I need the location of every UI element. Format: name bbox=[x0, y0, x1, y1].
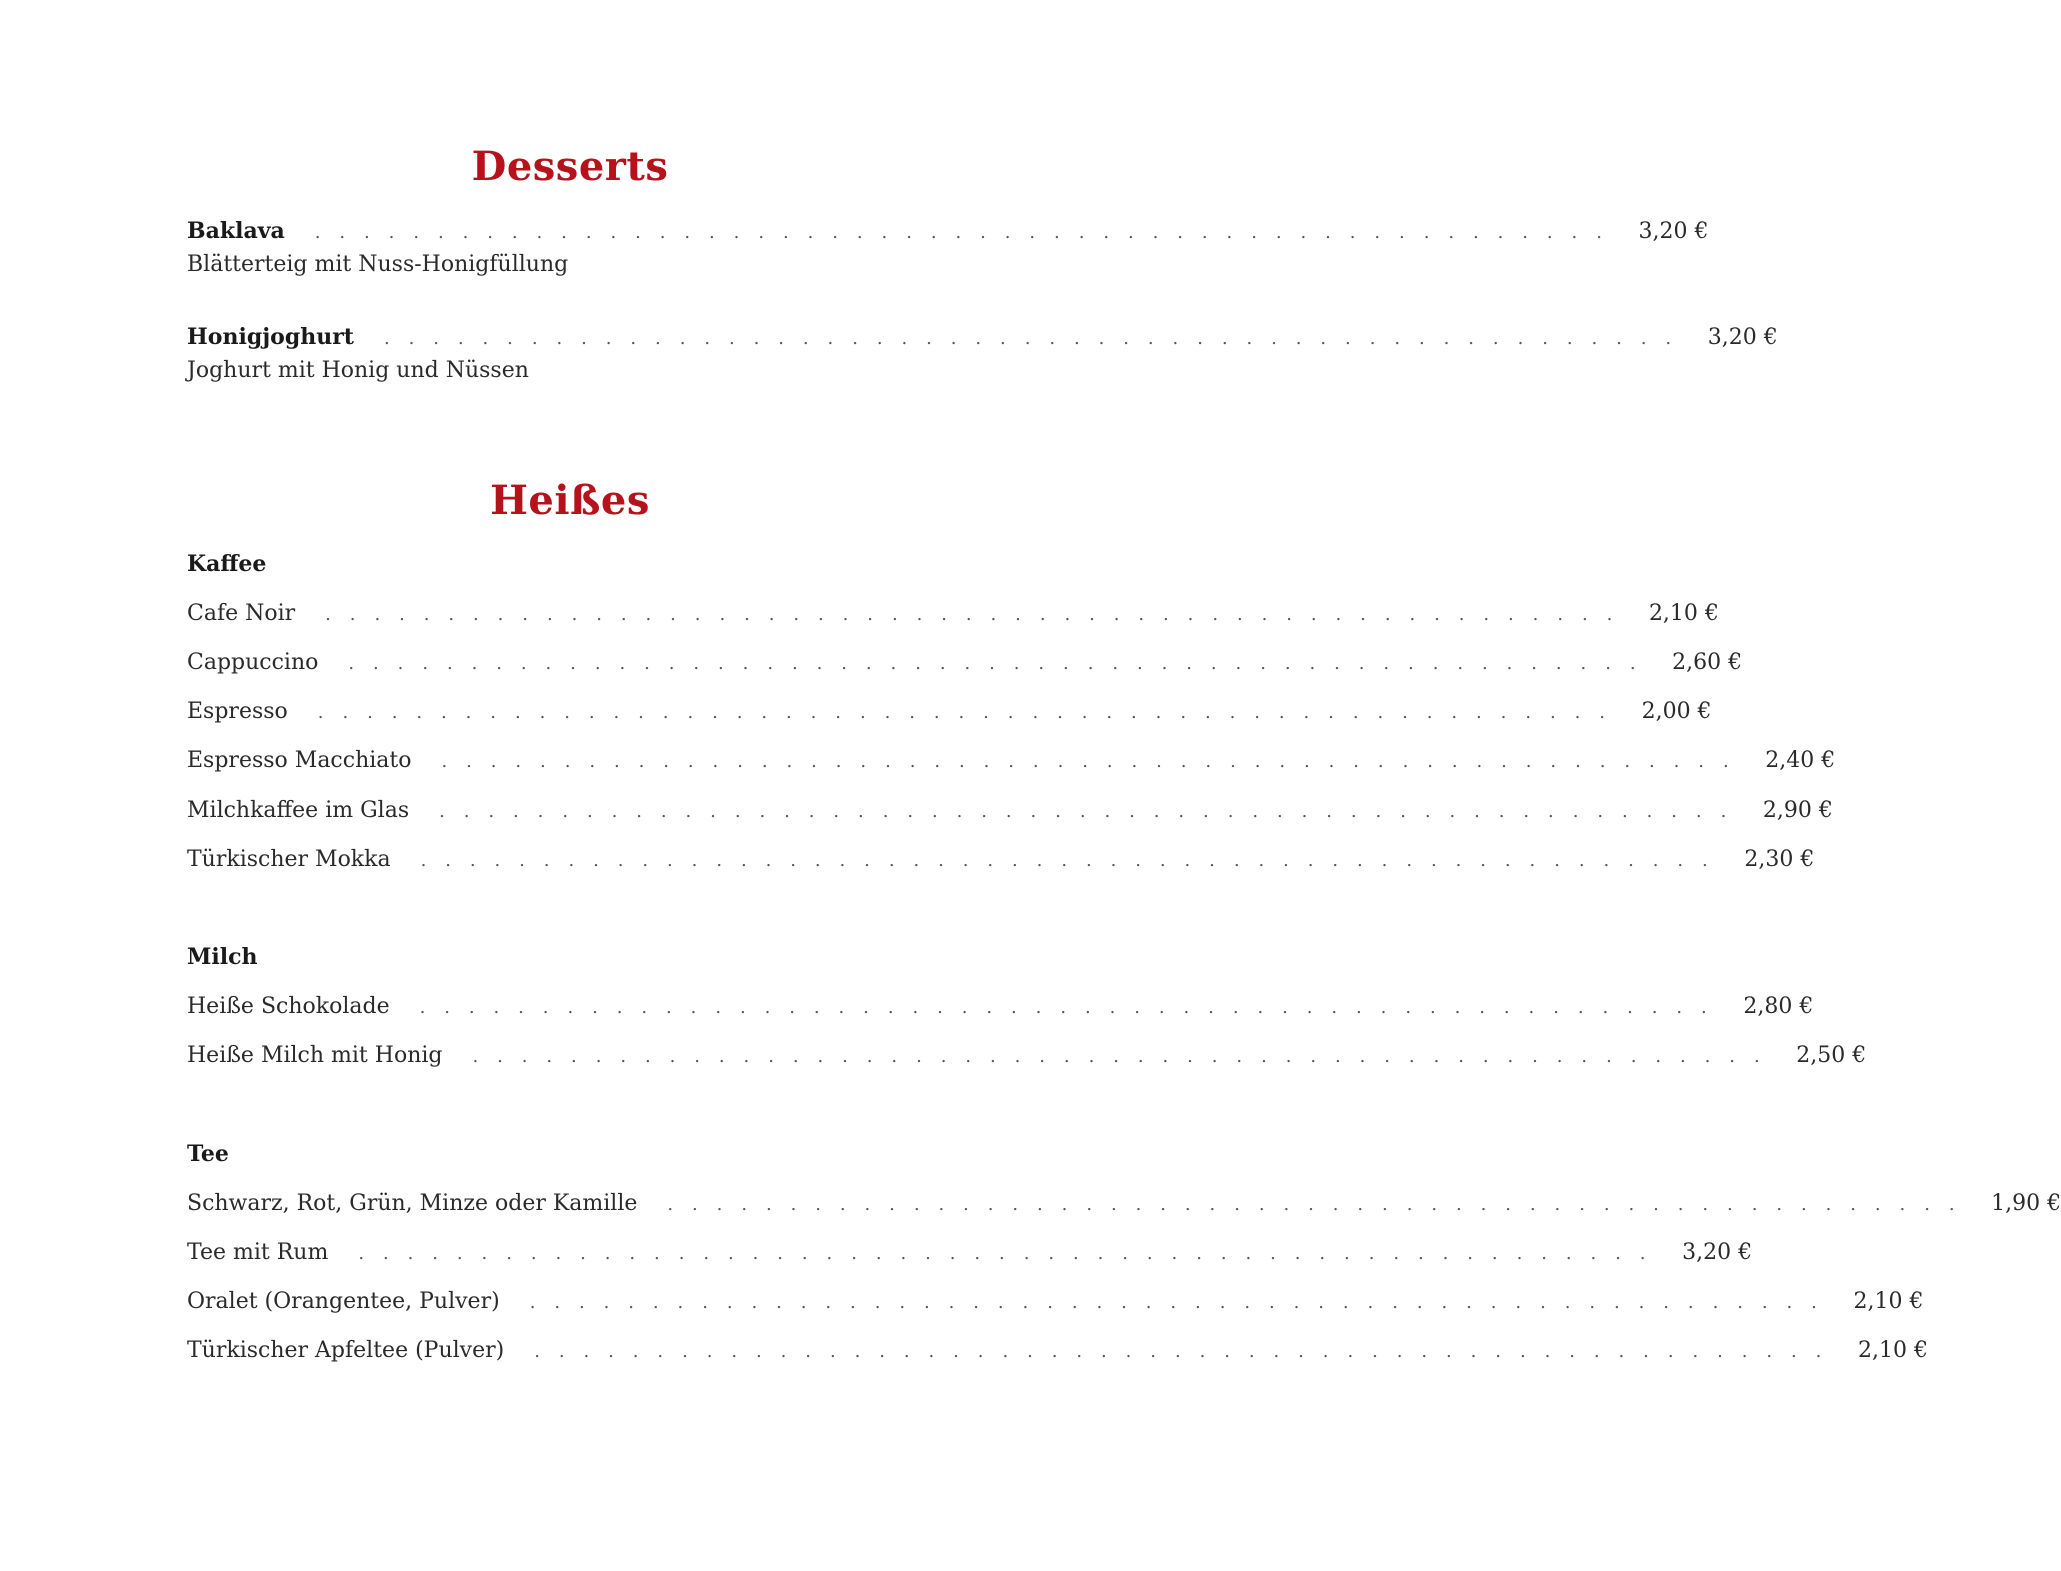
dot-leader: . . . . . . . . . . . . . . . . . . . . . . . . . . . . . . . . . . . . . . . . . . . . . . . . . . . . . bbox=[439, 801, 1733, 822]
item-description: Blätterteig mit Nuss-Honigfüllung bbox=[187, 252, 569, 277]
item-price: 1,90 € bbox=[1991, 1191, 2061, 1216]
item-name: Honigjoghurt bbox=[187, 324, 354, 350]
section-title-desserts: Desserts bbox=[471, 143, 669, 190]
menu-item bbox=[187, 991, 1814, 1023]
dot-leader: . . . . . . . . . . . . . . . . . . . . . . . . . . . . . . . . . . . . . . . . . . . . . . . . . . . . . bbox=[534, 1341, 1828, 1362]
item-price: 2,90 € bbox=[1762, 798, 1833, 823]
dot-leader: . . . . . . . . . . . . . . . . . . . . . . . . . . . . . . . . . . . . . . . . . . . . . . . . . . . . . bbox=[419, 997, 1714, 1018]
item-name: Oralet (Orangentee, Pulver) bbox=[187, 1289, 500, 1314]
item-price: 2,80 € bbox=[1743, 994, 1814, 1019]
subheading-tee: Tee bbox=[187, 1141, 229, 1167]
item-price: 2,30 € bbox=[1744, 847, 1815, 872]
menu-item-honigjoghurt bbox=[187, 321, 1778, 353]
dot-leader: . . . . . . . . . . . . . . . . . . . . . . . . . . . . . . . . . . . . . . . . . . . . . . . . . . . . . bbox=[348, 653, 1643, 674]
item-name: Cafe Noir bbox=[187, 601, 296, 626]
menu-item bbox=[187, 1237, 1753, 1269]
item-name: Heiße Milch mit Honig bbox=[187, 1043, 443, 1068]
item-name: Türkischer Mokka bbox=[187, 847, 391, 872]
menu-item bbox=[187, 1040, 1867, 1072]
item-name: Heiße Schokolade bbox=[187, 994, 390, 1019]
menu-item bbox=[187, 647, 1743, 679]
menu-item bbox=[187, 1335, 1928, 1367]
item-name: Türkischer Apfeltee (Pulver) bbox=[187, 1338, 505, 1363]
menu-page bbox=[187, 0, 2061, 1571]
item-name: Schwarz, Rot, Grün, Minze oder Kamille bbox=[187, 1191, 638, 1216]
item-price: 3,20 € bbox=[1707, 325, 1778, 350]
dot-leader: . . . . . . . . . . . . . . . . . . . . . . . . . . . . . . . . . . . . . . . . . . . . . . . . . . . . . bbox=[383, 328, 1678, 349]
dot-leader: . . . . . . . . . . . . . . . . . . . . . . . . . . . . . . . . . . . . . . . . . . . . . . . . . . . . . bbox=[667, 1194, 1962, 1215]
section-title-heisses: Heißes bbox=[490, 477, 650, 524]
item-price: 2,00 € bbox=[1641, 699, 1712, 724]
subheading-milch: Milch bbox=[187, 944, 258, 970]
dot-leader: . . . . . . . . . . . . . . . . . . . . . . . . . . . . . . . . . . . . . . . . . . . . . . . . . . . . . bbox=[358, 1243, 1653, 1264]
menu-item-baklava bbox=[187, 215, 1709, 247]
menu-item bbox=[187, 795, 1833, 827]
item-price: 2,40 € bbox=[1765, 748, 1836, 773]
dot-leader: . . . . . . . . . . . . . . . . . . . . . . . . . . . . . . . . . . . . . . . . . . . . . . . . . . . . . bbox=[420, 850, 1715, 871]
menu-item bbox=[187, 745, 1836, 777]
menu-item bbox=[187, 696, 1712, 728]
dot-leader: . . . . . . . . . . . . . . . . . . . . . . . . . . . . . . . . . . . . . . . . . . . . . . . . . . . . . bbox=[314, 222, 1609, 243]
item-price: 2,10 € bbox=[1853, 1289, 1924, 1314]
item-price: 3,20 € bbox=[1638, 219, 1709, 244]
item-name: Milchkaffee im Glas bbox=[187, 798, 410, 823]
dot-leader: . . . . . . . . . . . . . . . . . . . . . . . . . . . . . . . . . . . . . . . . . . . . . . . . . . . . . bbox=[441, 751, 1736, 772]
subheading-kaffee: Kaffee bbox=[187, 551, 267, 577]
item-name: Espresso Macchiato bbox=[187, 748, 412, 773]
item-price: 3,20 € bbox=[1682, 1240, 1753, 1265]
menu-item bbox=[187, 1286, 1924, 1318]
item-price: 2,10 € bbox=[1648, 601, 1719, 626]
item-price: 2,50 € bbox=[1796, 1043, 1867, 1068]
item-price: 2,60 € bbox=[1672, 650, 1743, 675]
item-name: Baklava bbox=[187, 218, 285, 244]
menu-item bbox=[187, 1188, 2061, 1220]
menu-item bbox=[187, 598, 1719, 630]
item-price: 2,10 € bbox=[1858, 1338, 1928, 1363]
item-name: Espresso bbox=[187, 699, 288, 724]
dot-leader: . . . . . . . . . . . . . . . . . . . . . . . . . . . . . . . . . . . . . . . . . . . . . . . . . . . . . bbox=[325, 604, 1619, 625]
dot-leader: . . . . . . . . . . . . . . . . . . . . . . . . . . . . . . . . . . . . . . . . . . . . . . . . . . . . . bbox=[472, 1046, 1767, 1067]
dot-leader: . . . . . . . . . . . . . . . . . . . . . . . . . . . . . . . . . . . . . . . . . . . . . . . . . . . . . bbox=[529, 1292, 1824, 1313]
item-description: Joghurt mit Honig und Nüssen bbox=[187, 358, 529, 383]
item-name: Tee mit Rum bbox=[187, 1240, 329, 1265]
dot-leader: . . . . . . . . . . . . . . . . . . . . . . . . . . . . . . . . . . . . . . . . . . . . . . . . . . . . . bbox=[317, 702, 1612, 723]
menu-item bbox=[187, 844, 1815, 876]
item-name: Cappuccino bbox=[187, 650, 319, 675]
